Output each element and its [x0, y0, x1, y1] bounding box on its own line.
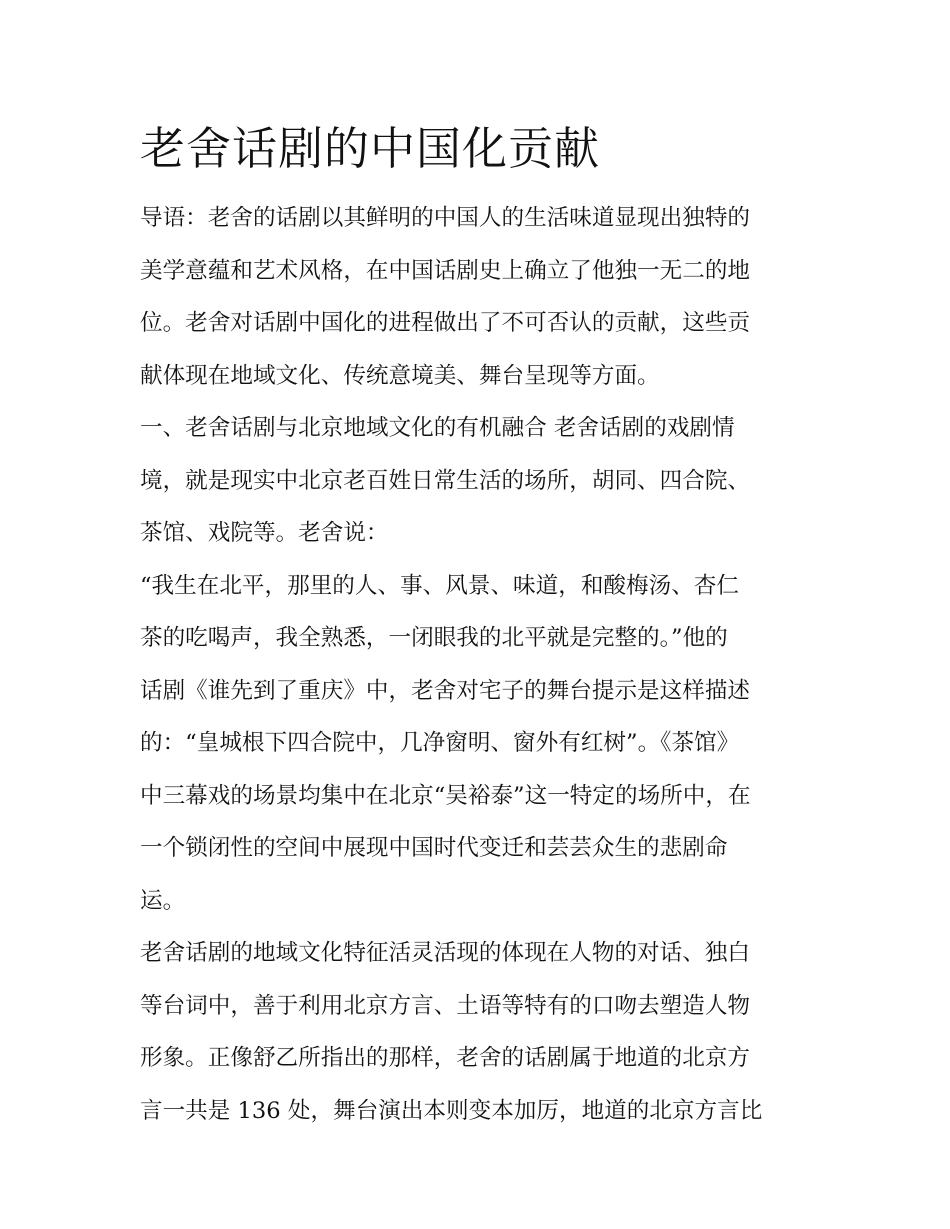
- text-line: 运。: [140, 887, 186, 914]
- text-line: 的：“皇城根下四合院中，几净窗明、窗外有红树”。《茶馆》: [140, 730, 740, 756]
- paragraph-quote: [140, 560, 812, 928]
- text-line: 老舍话剧的地域文化特征活灵活现的体现在人物的对话、独白: [140, 940, 751, 966]
- paragraph-dialect: [140, 927, 812, 1137]
- text-line: 导语：老舍的话剧以其鲜明的中国人的生活味道显现出独特的: [140, 205, 751, 231]
- text-line: 位。老舍对话剧中国化的进程做出了不可否认的贡献，这些贡: [140, 310, 751, 336]
- text-line: 一个锁闭性的空间中展现中国时代变迁和芸芸众生的悲剧命: [140, 835, 728, 861]
- text-line: 等台词中，善于利用北京方言、土语等特有的口吻去塑造人物: [140, 992, 751, 1019]
- paragraph-section-one: [140, 402, 812, 560]
- document-title: 老舍话剧的中国化贡献: [140, 122, 601, 175]
- text-line: 茶馆、戏院等。老舍说：: [140, 520, 389, 546]
- document-body: [140, 192, 812, 1137]
- text-line: 一、老舍话剧与北京地域文化的有机融合 老舍话剧的戏剧情: [140, 415, 735, 441]
- text-line: 美学意蕴和艺术风格，在中国话剧史上确立了他独一无二的地: [140, 257, 751, 284]
- text-line: 形象。正像舒乙所指出的那样，老舍的话剧属于地道的北京方: [140, 1045, 751, 1071]
- text-line: 茶的吃喝声，我全熟悉，一闭眼我的北平就是完整的。”他的: [140, 625, 728, 651]
- text-line: 话剧《谁先到了重庆》中，老舍对宅子的舞台提示是这样描述: [140, 677, 751, 704]
- paragraph-intro: [140, 192, 812, 402]
- text-line: 境，就是现实中北京老百姓日常生活的场所，胡同、四合院、: [140, 467, 751, 494]
- text-line: 献体现在地域文化、传统意境美、舞台呈现等方面。: [140, 362, 660, 389]
- text-line: 中三幕戏的场景均集中在北京“吴裕泰”这一特定的场所中，在: [140, 782, 751, 809]
- text-line: 言一共是 136 处，舞台演出本则变本加厉，地道的北京方言比: [140, 1097, 763, 1124]
- text-line: “我生在北平，那里的人、事、风景、味道，和酸梅汤、杏仁: [140, 572, 739, 599]
- document-content: [140, 108, 812, 1137]
